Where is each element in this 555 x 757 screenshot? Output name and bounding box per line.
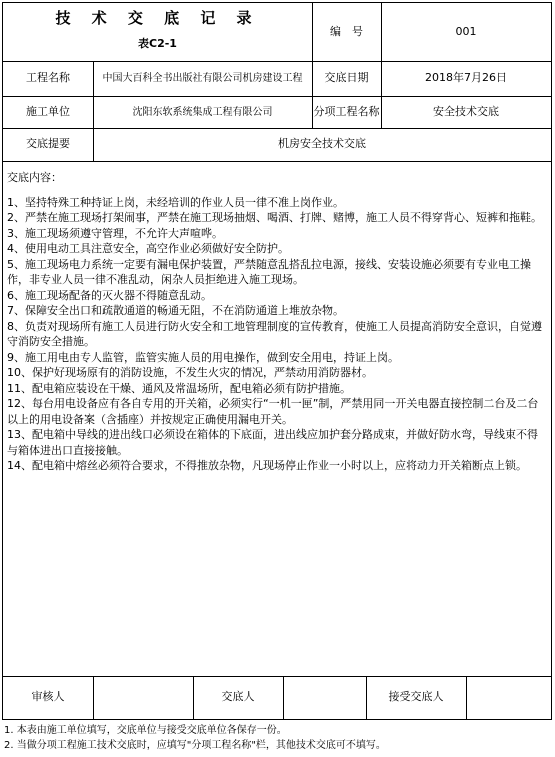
- summary-label: 交底提要: [26, 137, 70, 151]
- project-name-label: 工程名称: [26, 71, 70, 85]
- content-item: 13、配电箱中导线的进出线口必须设在箱体的下底面，进出线应加护套分路成束，并做好防水弯，导线束不得与箱体进出口直接接触。: [7, 428, 538, 457]
- number-value: 001: [455, 24, 477, 38]
- sub-project-label: 分项工程名称: [313, 104, 380, 118]
- briefing-content: [7, 170, 547, 474]
- sub-project-value: 安全技术交底: [433, 104, 499, 118]
- content-item: 3、施工现场须遵守管理，不允许大声喧哗。: [7, 226, 223, 240]
- content-item: 10、保护好现场原有的消防设施，不发生火灾的情况，严禁动用消防器材。: [7, 366, 373, 379]
- content-item: 5、施工现场电力系统一定要有漏电保护装置，严禁随意乱搭乱拉电源，接线、安装设施必须要有专业电工操作，非专业人员一律不准乱动，闲杂人员拒绝进入施工现场。: [7, 257, 531, 286]
- receiver-label: 接受交底人: [388, 690, 444, 704]
- row-divider: [3, 161, 551, 162]
- date-value: 2018年7月26日: [425, 71, 507, 85]
- footnotes: [4, 723, 552, 753]
- footnote: 2. 当做分项工程施工技术交底时，应填写"分项工程名称"栏，其他技术交底可不填写。: [4, 740, 386, 751]
- form-code: 表C2-1: [138, 36, 177, 50]
- project-name-value: 中国大百科全书出版社有限公司机房建设工程: [102, 73, 303, 84]
- presenter-label: 交底人: [221, 690, 255, 704]
- date-label: 交底日期: [324, 71, 369, 85]
- content-item: 6、施工现场配备的灭火器不得随意乱动。: [7, 288, 212, 302]
- content-heading: 交底内容：: [7, 171, 62, 184]
- receiver-signature-field[interactable]: [466, 676, 551, 719]
- number-label: 编 号: [330, 24, 363, 38]
- technical-briefing-form: [2, 2, 552, 720]
- reviewer-label: 审核人: [31, 690, 65, 704]
- content-item: 12、每台用电设备应有各自专用的开关箱，必须实行“一机一匣”制，严禁用同一开关电器直接控制二台及二台以上的用电设备案（含插座）并按规定正确使用漏电开关。: [7, 397, 539, 426]
- content-item: 1、坚持特殊工种持证上岗，未经培训的作业人员一律不准上岗作业。: [7, 195, 344, 209]
- content-item: 8、负责对现场所有施工人员进行防火安全和工地管理制度的宣传教育，使施工人员提高消防安全意识，自觉遵守消防安全措施。: [7, 319, 542, 348]
- reviewer-signature-field[interactable]: [93, 676, 193, 719]
- construction-unit-label: 施工单位: [26, 104, 70, 118]
- summary-value: 机房安全技术交底: [278, 137, 366, 151]
- content-item: 14、配电箱中熔丝必须符合要求，不得推放杂物，凡现场停止作业一小时以上，应将动力开关箱断点上锁。: [7, 459, 527, 472]
- construction-unit-value: 沈阳东软系统集成工程有限公司: [132, 106, 273, 118]
- content-item: 4、使用电动工具注意安全，高空作业必须做好安全防护。: [7, 242, 289, 255]
- content-item: 7、保障安全出口和疏散通道的畅通无阻，不在消防通道上堆放杂物。: [7, 304, 344, 317]
- presenter-signature-field[interactable]: [283, 676, 366, 719]
- form-title: 技 术 交 底 记 录: [55, 9, 260, 28]
- content-item: 9、施工用电由专人监管，监管实施人员的用电操作，做到安全用电，持证上岗。: [7, 350, 399, 364]
- footnote: 1. 本表由施工单位填写，交底单位与接受交底单位各保存一份。: [4, 725, 287, 736]
- content-item: 11、配电箱应装设在干燥、通风及常温场所，配电箱必须有防护措施。: [7, 381, 351, 395]
- content-item: 2、严禁在施工现场打架闹事，严禁在施工现场抽烟、喝酒、打牌、赌博，施工人员不得穿背心、短裤和拖鞋。: [7, 211, 542, 224]
